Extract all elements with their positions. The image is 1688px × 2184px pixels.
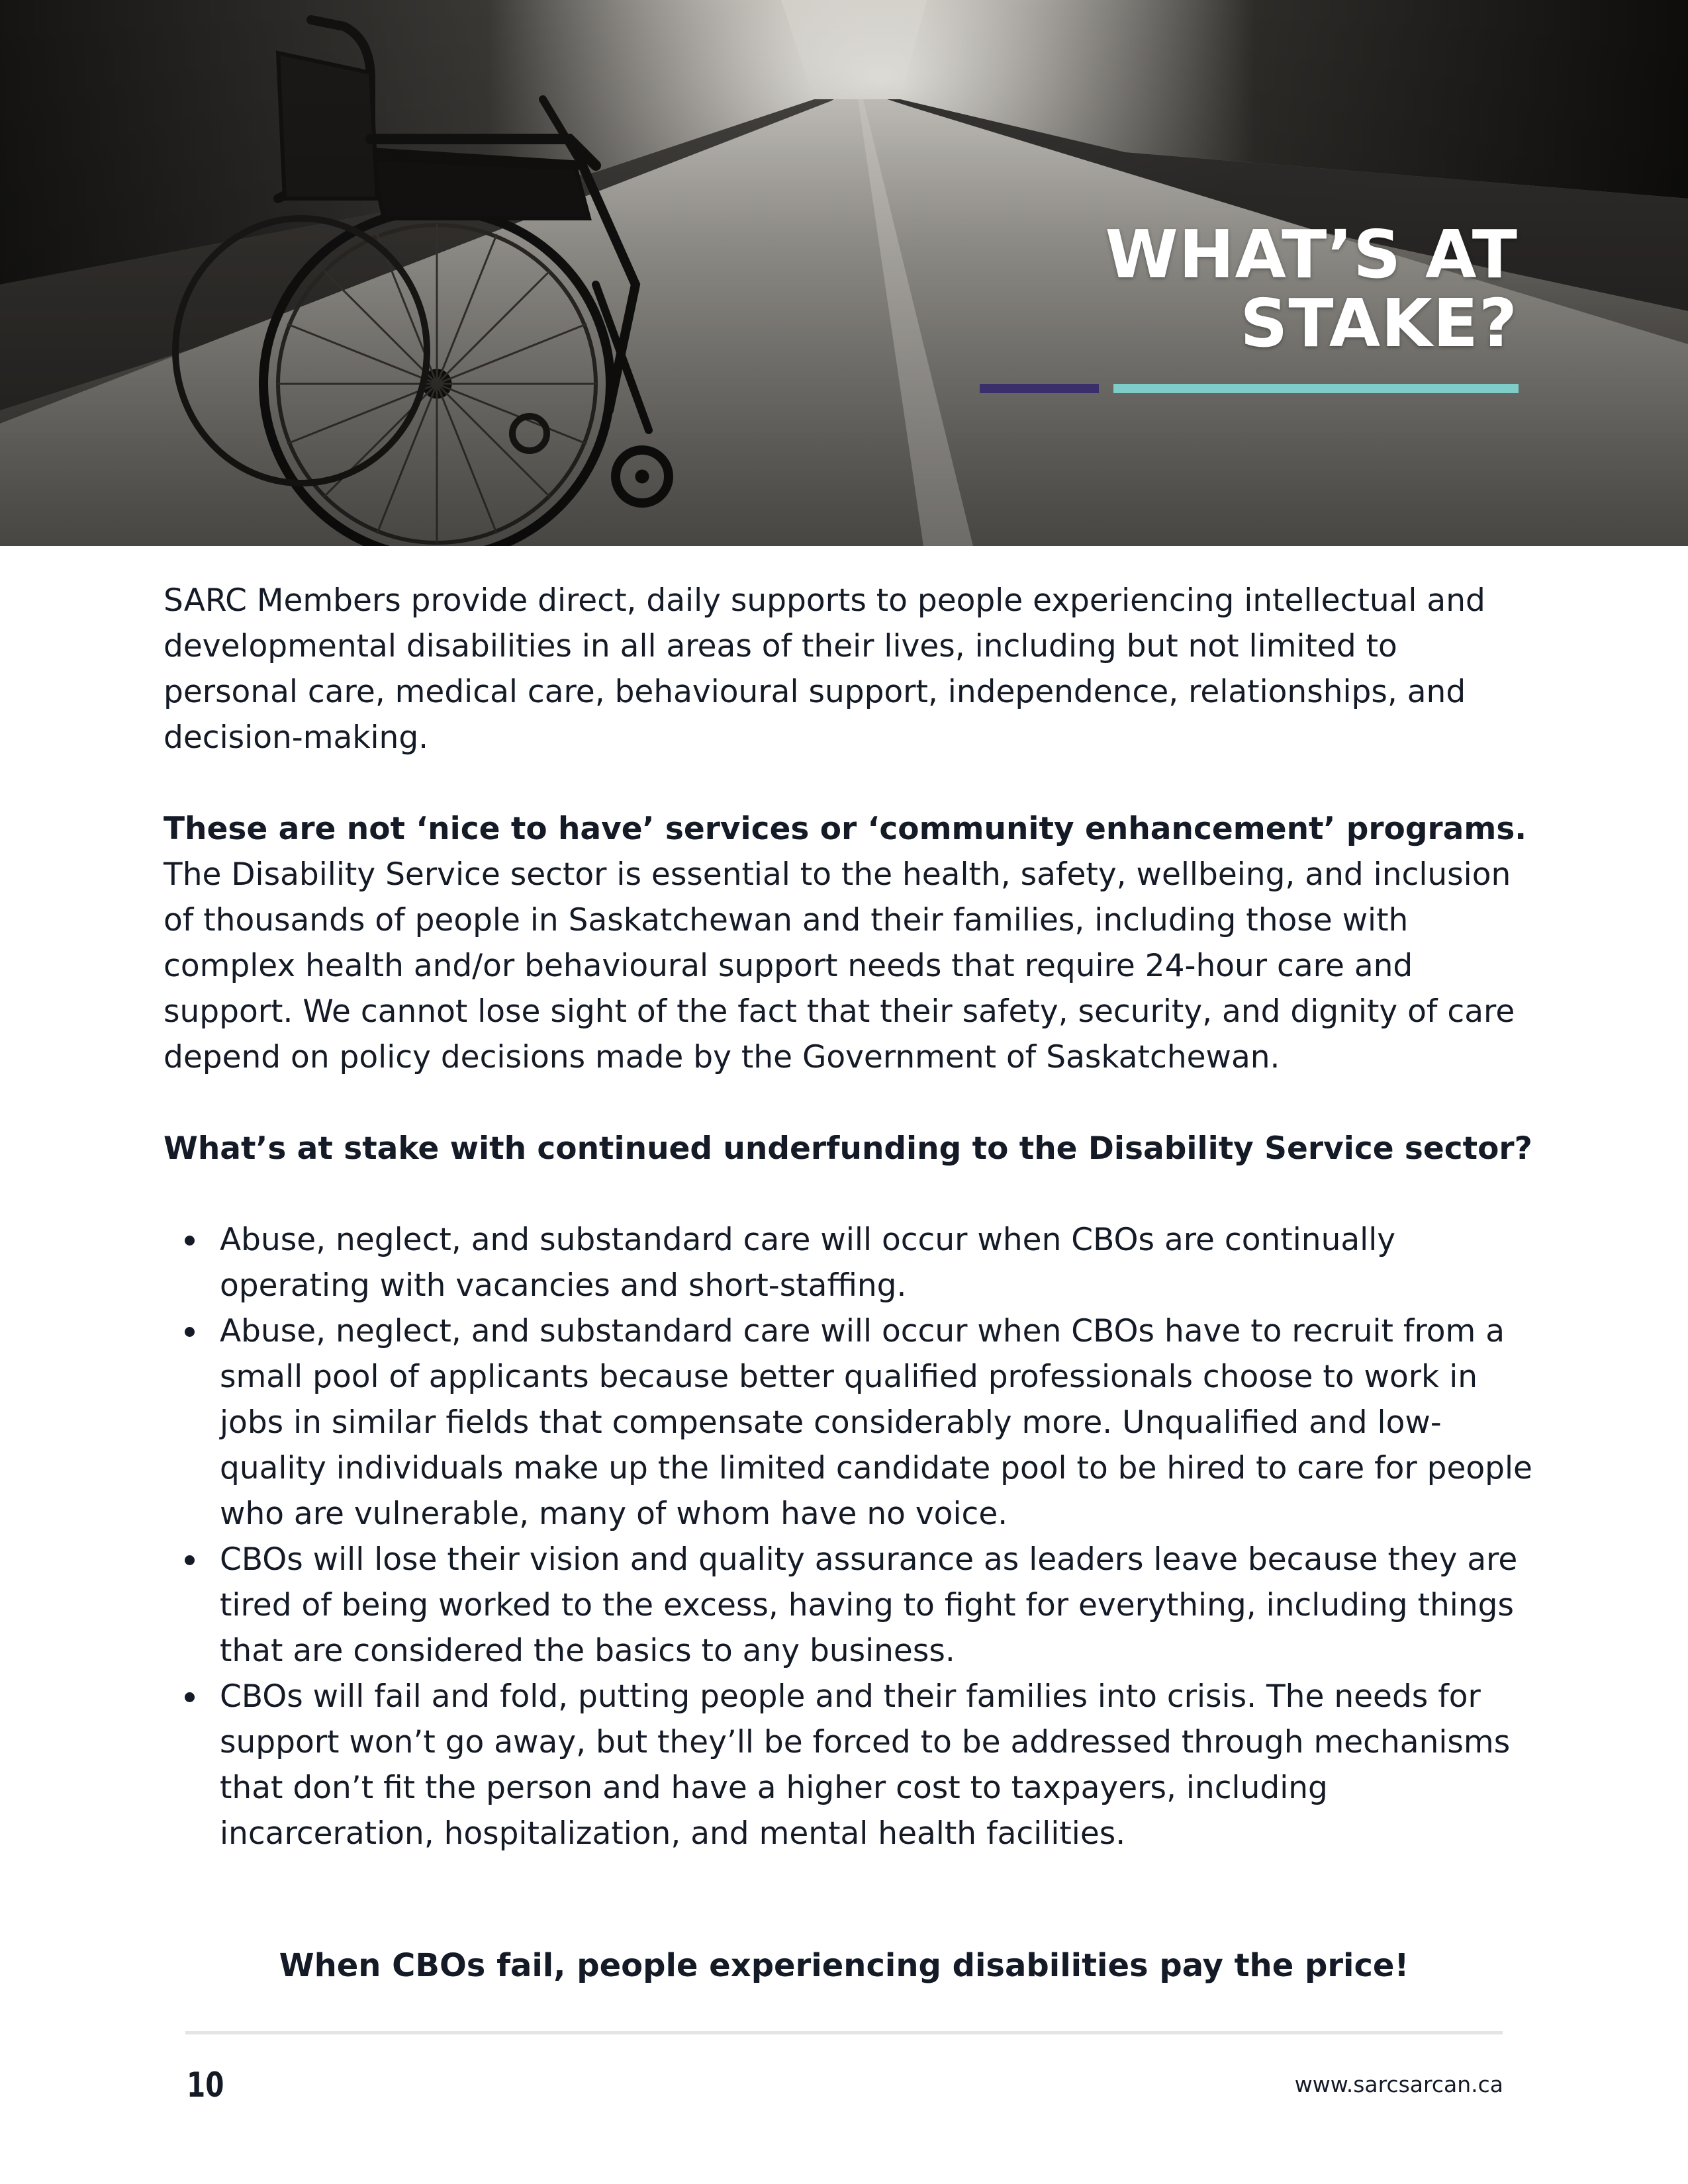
title-line-2: STAKE? (1240, 285, 1518, 362)
essential-paragraph (164, 806, 1540, 1080)
accent-bar-purple (980, 384, 1099, 393)
list-item-text: CBOs will fail and fold, putting people and their families into crisis. The needs for support won’t go away, but they’ll be forced to be addressed through mechanisms that don’t fit the person and have a higher cost to taxpayers, including incarceration, hospitalization, and mental health facilities. (220, 1678, 1511, 1852)
list-item (164, 1217, 1540, 1308)
list-item (164, 1674, 1540, 1856)
intro-paragraph: SARC Members provide direct, daily supports to people experiencing intellectual and developmental disabilities in all areas of their lives, including but not limited to personal care, medical care, behavioural support, independence, relationships, and decision-making. (164, 582, 1485, 756)
consequences-list (164, 1217, 1540, 1856)
question-heading-text: What’s at stake with continued underfunding to the Disability Service sector? (164, 1130, 1532, 1167)
hero-banner (0, 0, 1688, 546)
list-item-text: Abuse, neglect, and substandard care will occur when CBOs have to recruit from a small pool of applicants because better qualified professionals choose to work in jobs in similar fields that compensate considerably more. Unqualified and low-quality individuals make up the limited candidate pool to be hired to care for people who are vulnerable, many of whom have no voice. (220, 1313, 1532, 1532)
list-item-text: CBOs will lose their vision and quality assurance as leaders leave because they are tired of being worked to the excess, having to fight for everything, including things that are considered the basics to any business. (220, 1541, 1518, 1669)
page-title (1105, 216, 1518, 362)
list-item-text: Abuse, neglect, and substandard care will occur when CBOs are continually operating with vacancies and short-staffing. (220, 1222, 1396, 1304)
website-link[interactable]: www.sarcsarcan.ca (1294, 2071, 1503, 2097)
essential-text: The Disability Service sector is essential to the health, safety, wellbeing, and inclusion of thousands of people in Saskatchewan and their families, including those with complex health and/or behavioural support needs that require 24-hour care and support. We cannot lose sight of the fact that their safety, security, and dignity of care depend on policy decisions made by the Government of Saskatchewan. (164, 856, 1515, 1075)
emphasis-statement: These are not ‘nice to have’ services or ‘community enhancement’ programs. (164, 811, 1527, 847)
list-item (164, 1308, 1540, 1537)
bullet-icon (185, 1236, 195, 1246)
question-heading (164, 1126, 1540, 1171)
footer-divider (185, 2031, 1503, 2034)
bullet-icon (185, 1555, 195, 1565)
list-item (164, 1537, 1540, 1674)
page-number: 10 (187, 2066, 224, 2105)
accent-bar-teal (1113, 384, 1519, 393)
title-line-1: WHAT’S AT (1105, 216, 1518, 293)
bullet-icon (185, 1327, 195, 1337)
closing-statement: When CBOs fail, people experiencing disabilities pay the price! (279, 1947, 1409, 1984)
main-content (164, 578, 1540, 1856)
bullet-icon (185, 1692, 195, 1702)
